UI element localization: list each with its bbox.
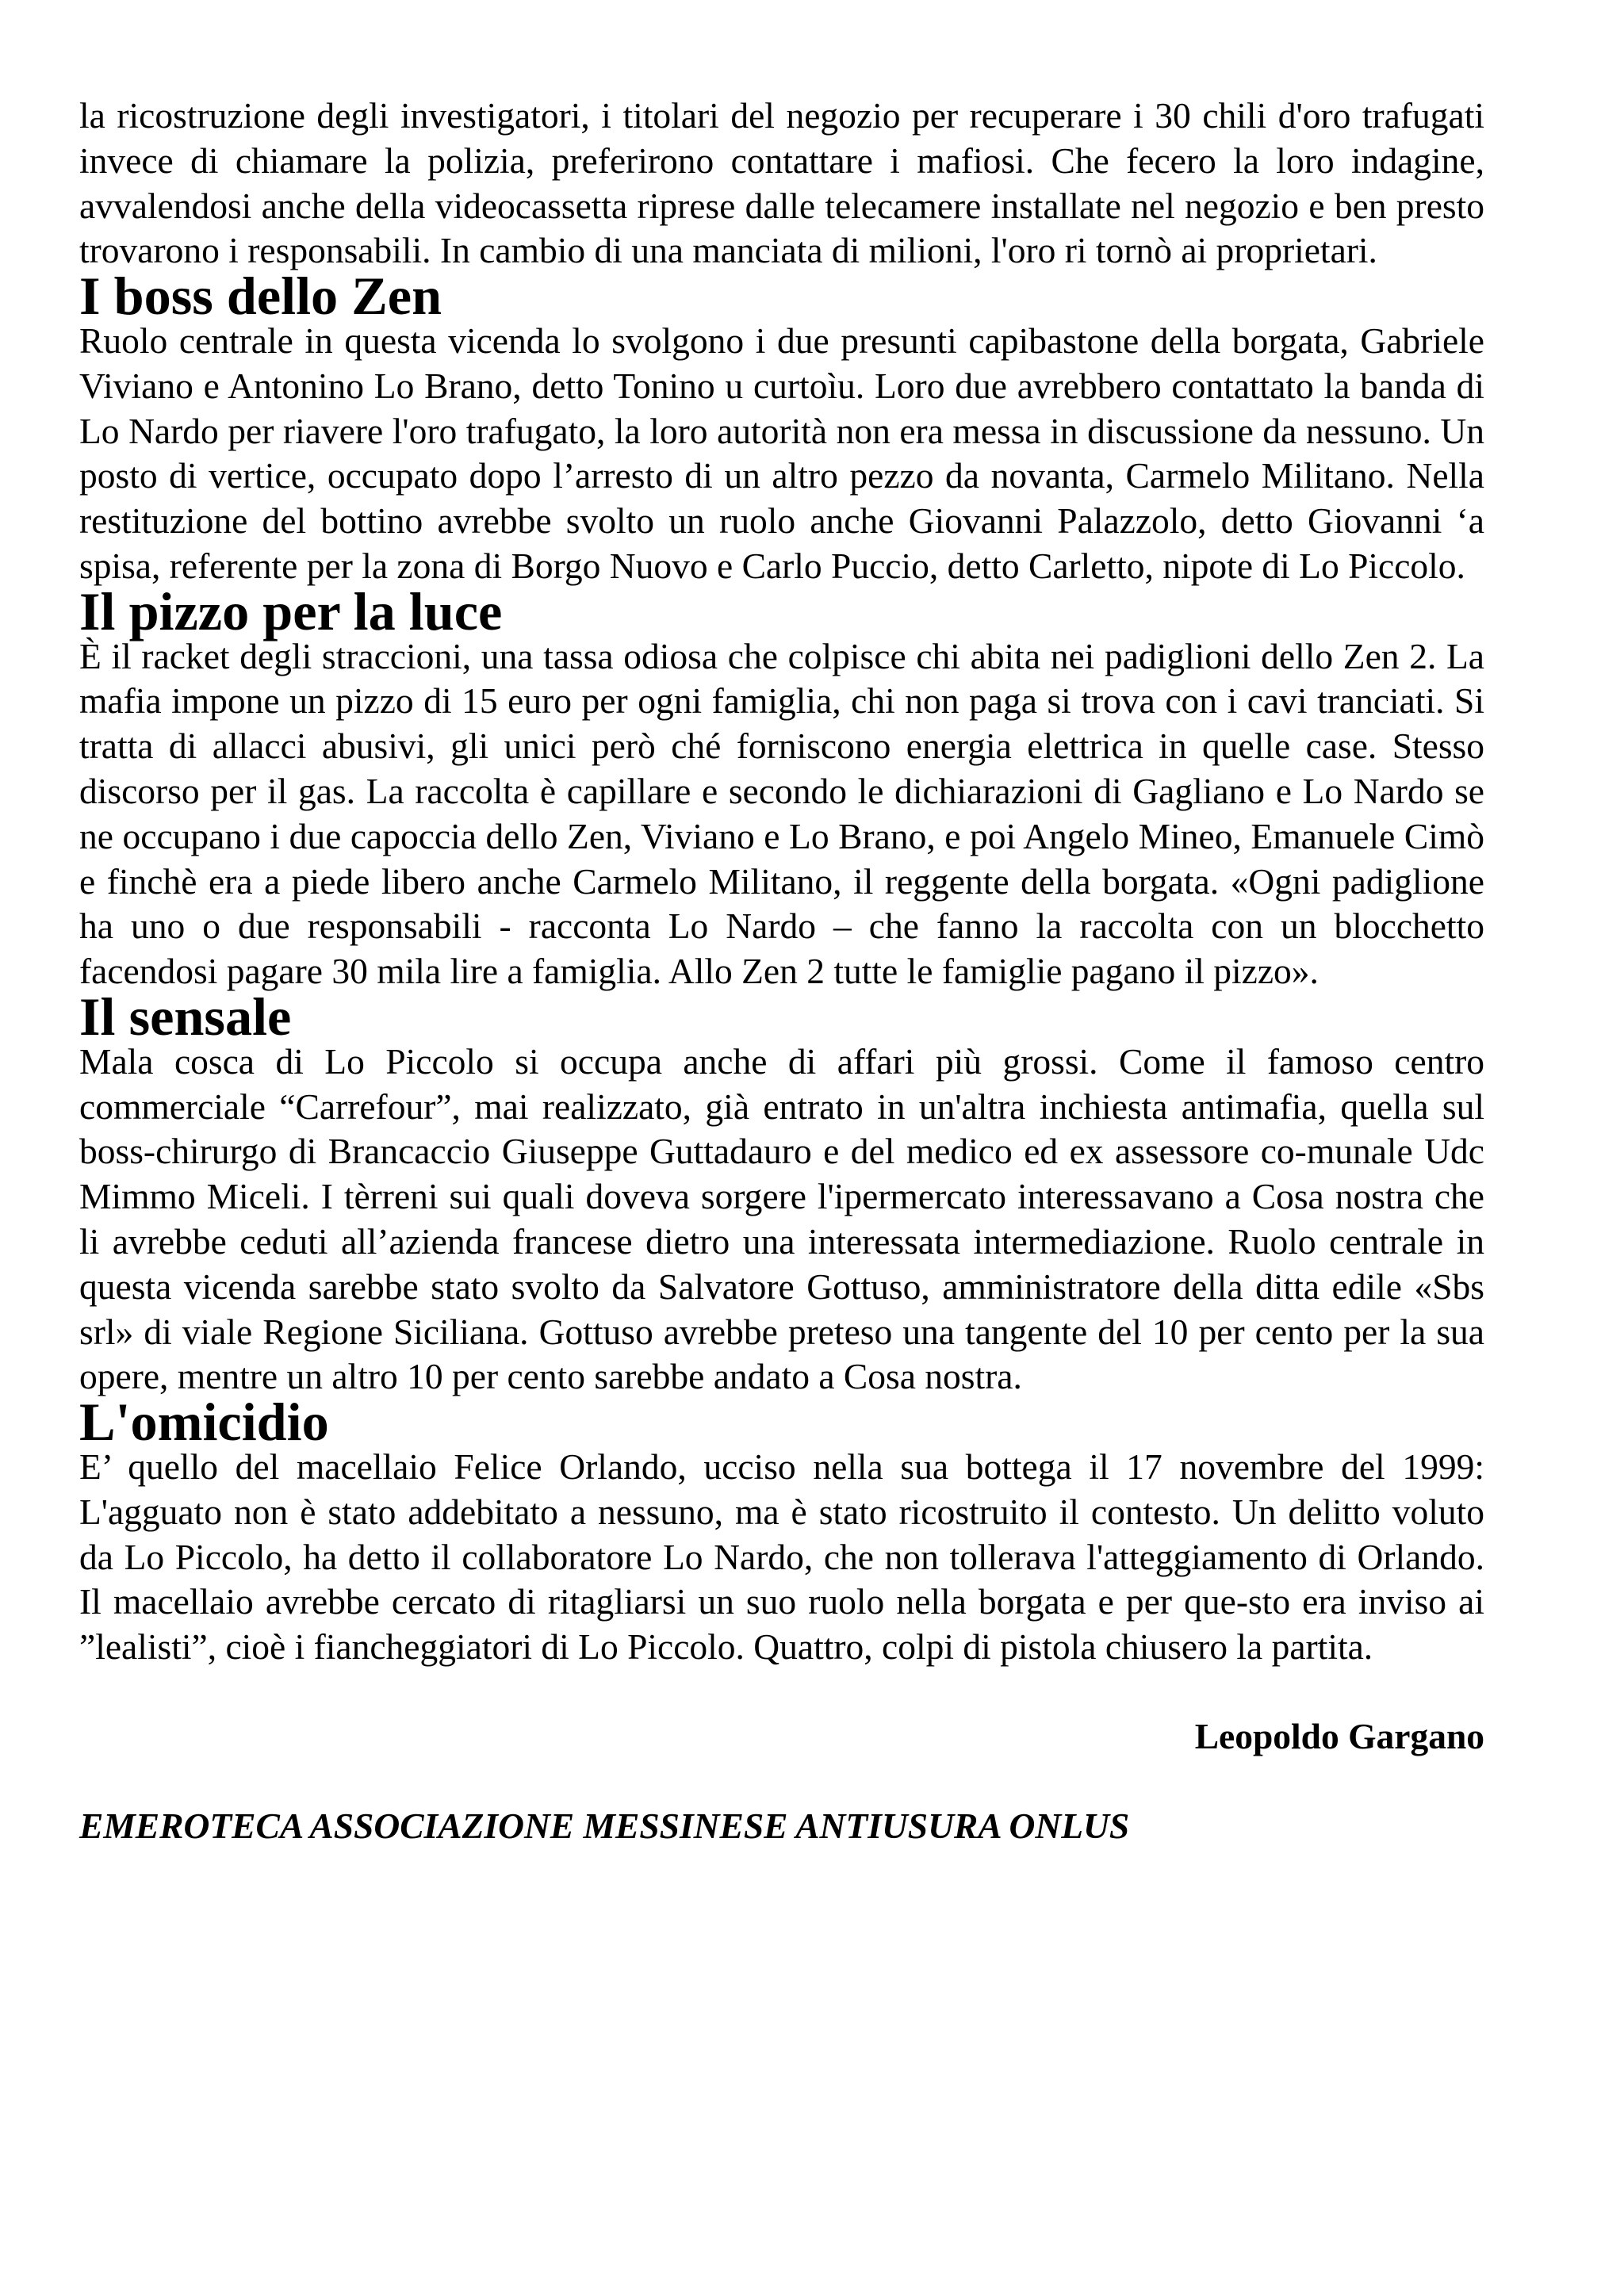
section-heading-boss-zen: I boss dello Zen	[79, 266, 442, 327]
section-heading-sensale: Il sensale	[79, 986, 292, 1047]
section-heading-omicidio: L'omicidio	[79, 1392, 329, 1453]
article-page	[79, 94, 1484, 1848]
archive-footer: EMEROTECA ASSOCIAZIONE MESSINESE ANTIUSURA ONLUS	[79, 1805, 1130, 1846]
section-heading-pizzo-luce: Il pizzo per la luce	[79, 580, 503, 641]
section-paragraph-omicidio: E’ quello del macellaio Felice Orlando, ucciso nella sua bottega il 17 novembre del 1999: L'agguato non è stato addebitato a nessuno, ma è stato ricostruito il contesto. Un delitto voluto da Lo Piccolo, ha detto il collaboratore Lo Nardo, che non tollerava l'atteggiamento di Orlando. Il macellaio avrebbe cercato di ritagliarsi un suo ruolo nella borgata e per que-sto era inviso ai ”lealisti”, cioè i fiancheggiatori di Lo Piccolo. Quattro, colpi di pistola chiusero la partita.	[79, 1446, 1484, 1668]
author-signature: Leopoldo Gargano	[1194, 1715, 1484, 1756]
section-paragraph-boss-zen: Ruolo centrale in questa vicenda lo svolgono i due presunti capibastone della borgata, Gabriele Viviano e Antonino Lo Brano, detto Tonino u curtoìu. Loro due avrebbero contattato la banda di Lo Nardo per riavere l'oro trafugato, la loro autorità non era messa in discussione da nessuno. Un posto di vertice, occupato dopo l’arresto di un altro pezzo da novanta, Carmelo Militano. Nella restituzione del bottino avrebbe svolto un ruolo anche Giovanni Palazzolo, detto Giovanni ‘a spisa, referente per la zona di Borgo Nuovo e Carlo Puccio, detto Carletto, nipote di Lo Piccolo.	[79, 320, 1484, 586]
section-paragraph-sensale: Mala cosca di Lo Piccolo si occupa anche di affari più grossi. Come il famoso centro commerciale “Carrefour”, mai realizzato, già entrato in un'altra inchiesta antimafia, quella sul boss-chirurgo di Brancaccio Giuseppe Guttadauro e del medico ed ex assessore co-munale Udc Mimmo Miceli. I tèrreni sui quali doveva sorgere l'ipermercato interessavano a Cosa nostra che li avrebbe ceduti all’azienda francese dietro una interessata intermediazione. Ruolo centrale in questa vicenda sarebbe stato svolto da Salvatore Gottuso, amministratore della ditta edile «Sbs srl» di viale Regione Siciliana. Gottuso avrebbe preteso una tangente del 10 per cento per la sua opere, mentre un altro 10 per cento sarebbe andato a Cosa nostra.	[79, 1040, 1484, 1397]
intro-paragraph: la ricostruzione degli investigatori, i titolari del negozio per recuperare i 30 chili d'oro trafugati invece di chiamare la polizia, preferirono contattare i mafiosi. Che fecero la loro indagine, avvalendosi anche della videocassetta riprese dalle telecamere installate nel negozio e ben presto trovarono i responsabili. In cambio di una manciata di milioni, l'oro ri tornò ai proprietari.	[79, 95, 1484, 271]
section-paragraph-pizzo-luce: È il racket degli straccioni, una tassa odiosa che colpisce chi abita nei padiglioni dello Zen 2. La mafia impone un pizzo di 15 euro per ogni famiglia, chi non paga si trova con i cavi tranciati. Si tratta di allacci abusivi, gli unici però ché forniscono energia elettrica in quelle case. Stesso discorso per il gas. La raccolta è capillare e secondo le dichiarazioni di Gagliano e Lo Nardo se ne occupano i due capoccia dello Zen, Viviano e Lo Brano, e poi Angelo Mineo, Emanuele Cimò e finchè era a piede libero anche Carmelo Militano, il reggente della borgata. «Ogni padiglione ha uno o due responsabili - racconta Lo Nardo – che fanno la raccolta con un blocchetto facendosi pagare 30 mila lire a famiglia. Allo Zen 2 tutte le famiglie pagano il pizzo».	[79, 635, 1484, 992]
